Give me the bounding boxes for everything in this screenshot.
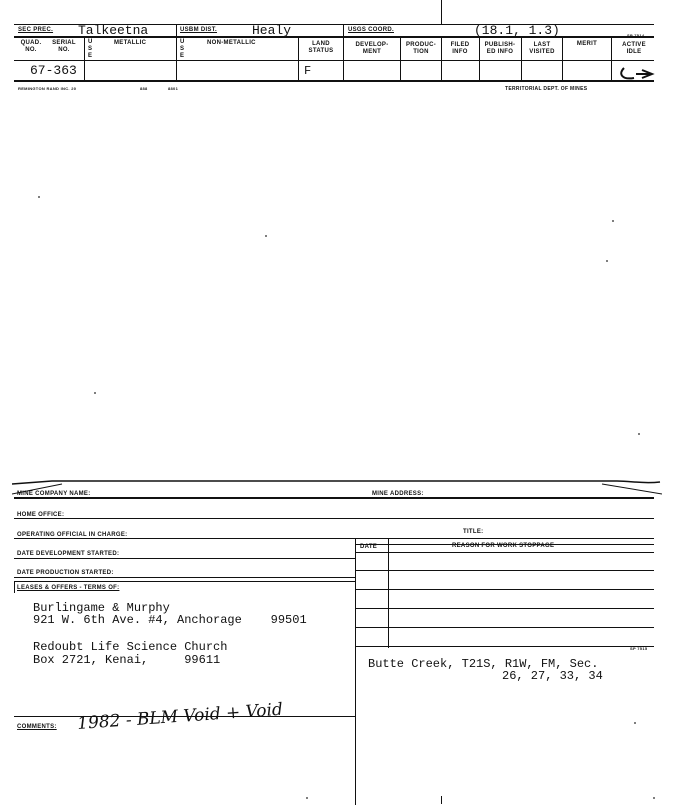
active-arrow-mark	[612, 64, 656, 82]
printer-code-1: 888	[140, 86, 148, 91]
printer-note: REMINGTON RAND INC. 20	[18, 86, 77, 91]
use-header-nonmetallic: U S E	[180, 39, 185, 59]
land-status-header: LAND STATUS	[308, 41, 334, 54]
title-label: TITLE:	[463, 529, 484, 535]
metallic-header: METALLIC	[114, 40, 147, 46]
lessee1-address: 921 W. 6th Ave. #4, Anchorage 99501	[33, 613, 307, 627]
last-visited-header: LAST VISITED	[529, 42, 555, 55]
printer-code-2: 8801	[168, 86, 179, 91]
usgs-coord-label: USGS COORD.	[348, 27, 394, 33]
published-info-header: PUBLISH- ED INFO	[484, 42, 516, 55]
merit-header: MERIT	[576, 41, 598, 47]
filed-info-header: FILED INFO	[450, 42, 470, 55]
mine-company-label: MINE COMPANY NAME:	[17, 491, 91, 497]
lessee2-name: Redoubt Life Science Church	[33, 640, 228, 654]
active-idle-header: ACTIVE IDLE	[622, 42, 646, 55]
lessee2-address: Box 2721, Kenai, 99611	[33, 653, 221, 667]
comments-label: COMMENTS:	[17, 724, 57, 730]
location-line-2: 26, 27, 33, 34	[502, 669, 603, 683]
reason-header: REASON FOR WORK STOPPAGE	[452, 543, 555, 549]
form-number-2: SP 7515	[630, 646, 648, 651]
lessee1-name: Burlingame & Murphy	[33, 601, 170, 615]
sec-prec-value: Talkeetna	[78, 23, 149, 38]
home-office-label: HOME OFFICE:	[17, 512, 65, 518]
card-edge	[12, 474, 662, 498]
quad-serial-value: 67-363	[30, 63, 77, 78]
usgs-coord-value: (18.1, 1.3)	[474, 23, 560, 38]
land-status-value: F	[304, 64, 312, 78]
operating-official-label: OPERATING OFFICIAL IN CHARGE:	[17, 532, 128, 538]
non-metallic-header: NON-METALLIC	[207, 40, 256, 46]
comments-handwritten: 1982 - BLM Void + Void	[76, 699, 284, 734]
form-number: SP 7514	[627, 33, 645, 38]
prod-started-label: DATE PRODUCTION STARTED:	[17, 570, 114, 576]
mine-address-label: MINE ADDRESS:	[372, 491, 424, 497]
production-header: PRODUC- TION	[405, 42, 437, 55]
usbm-dist-value: Healy	[252, 23, 292, 38]
serial-no-header: SERIAL NO.	[52, 40, 76, 53]
quad-no-header: QUAD. NO.	[20, 40, 42, 53]
sec-prec-label: SEC PREC.	[18, 27, 54, 33]
location-line-1: Butte Creek, T21S, R1W, FM, Sec.	[368, 657, 599, 671]
department-note: TERRITORIAL DEPT. OF MINES	[505, 86, 588, 92]
date-header: DATE	[360, 544, 378, 550]
development-header: DEVELOP- MENT	[355, 42, 389, 55]
use-header-metallic: U S E	[88, 39, 93, 59]
leases-label: LEASES & OFFERS - TERMS OF:	[17, 585, 120, 591]
dev-started-label: DATE DEVELOPMENT STARTED:	[17, 551, 120, 557]
usbm-dist-label: USBM DIST.	[180, 27, 218, 33]
